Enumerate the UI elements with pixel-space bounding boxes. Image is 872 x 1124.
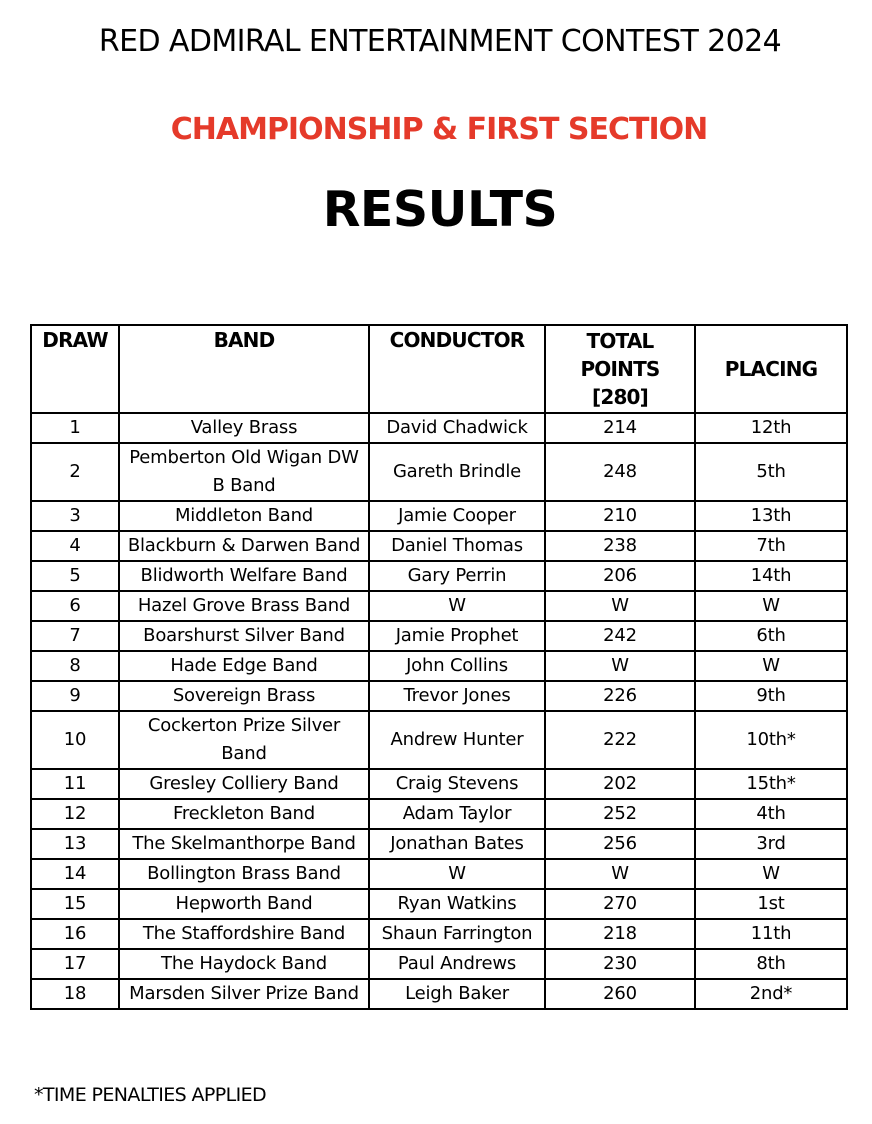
band-cell: The Skelmanthorpe Band	[119, 829, 369, 859]
placing-cell: 13th	[695, 501, 847, 531]
draw-cell: 4	[31, 531, 119, 561]
placing-cell: W	[695, 591, 847, 621]
column-header-conductor: CONDUCTOR	[369, 325, 545, 413]
conductor-cell: W	[369, 859, 545, 889]
draw-cell: 6	[31, 591, 119, 621]
band-cell: Hepworth Band	[119, 889, 369, 919]
table-row	[31, 681, 847, 711]
placing-cell: W	[695, 651, 847, 681]
draw-cell: 3	[31, 501, 119, 531]
points-cell: 270	[545, 889, 695, 919]
placing-cell: 4th	[695, 799, 847, 829]
points-cell: 214	[545, 413, 695, 443]
table-row	[31, 889, 847, 919]
placing-cell: 8th	[695, 949, 847, 979]
table-row	[31, 859, 847, 889]
placing-cell: 6th	[695, 621, 847, 651]
footnote: *TIME PENALTIES APPLIED	[34, 1084, 267, 1106]
draw-cell: 12	[31, 799, 119, 829]
column-header-placing: PLACING	[695, 325, 847, 413]
draw-cell: 16	[31, 919, 119, 949]
band-cell: Freckleton Band	[119, 799, 369, 829]
table-row	[31, 443, 847, 501]
table-row	[31, 621, 847, 651]
draw-cell: 14	[31, 859, 119, 889]
points-cell: 238	[545, 531, 695, 561]
conductor-cell: Paul Andrews	[369, 949, 545, 979]
results-table-body	[31, 413, 847, 1009]
points-cell: 256	[545, 829, 695, 859]
draw-cell: 17	[31, 949, 119, 979]
draw-cell: 7	[31, 621, 119, 651]
placing-cell: 9th	[695, 681, 847, 711]
conductor-cell: Jamie Cooper	[369, 501, 545, 531]
table-row	[31, 531, 847, 561]
table-row	[31, 711, 847, 769]
points-cell: 218	[545, 919, 695, 949]
placing-cell: W	[695, 859, 847, 889]
band-cell: Blackburn & Darwen Band	[119, 531, 369, 561]
placing-cell: 15th*	[695, 769, 847, 799]
conductor-cell: W	[369, 591, 545, 621]
table-header-row	[31, 325, 847, 413]
column-header-band: BAND	[119, 325, 369, 413]
points-cell: 206	[545, 561, 695, 591]
conductor-cell: Gareth Brindle	[369, 443, 545, 501]
section-subtitle: CHAMPIONSHIP & FIRST SECTION	[170, 112, 708, 147]
placing-cell: 14th	[695, 561, 847, 591]
band-cell: Blidworth Welfare Band	[119, 561, 369, 591]
placing-cell: 10th*	[695, 711, 847, 769]
placing-cell: 1st	[695, 889, 847, 919]
column-header-total-points: TOTAL POINTS [280]	[545, 325, 695, 413]
points-cell: 226	[545, 681, 695, 711]
band-cell: Valley Brass	[119, 413, 369, 443]
conductor-cell: Gary Perrin	[369, 561, 545, 591]
conductor-cell: Shaun Farrington	[369, 919, 545, 949]
conductor-cell: Craig Stevens	[369, 769, 545, 799]
band-cell: Hazel Grove Brass Band	[119, 591, 369, 621]
results-heading: RESULTS	[322, 181, 558, 238]
points-cell: 210	[545, 501, 695, 531]
draw-cell: 18	[31, 979, 119, 1009]
points-cell: 222	[545, 711, 695, 769]
table-row	[31, 949, 847, 979]
draw-cell: 13	[31, 829, 119, 859]
points-cell: W	[545, 591, 695, 621]
draw-cell: 2	[31, 443, 119, 501]
points-cell: W	[545, 859, 695, 889]
placing-cell: 3rd	[695, 829, 847, 859]
points-cell: 248	[545, 443, 695, 501]
column-header-draw: DRAW	[31, 325, 119, 413]
table-row	[31, 919, 847, 949]
conductor-cell: Jonathan Bates	[369, 829, 545, 859]
draw-cell: 10	[31, 711, 119, 769]
draw-cell: 5	[31, 561, 119, 591]
conductor-cell: Leigh Baker	[369, 979, 545, 1009]
placing-cell: 7th	[695, 531, 847, 561]
conductor-cell: Trevor Jones	[369, 681, 545, 711]
draw-cell: 8	[31, 651, 119, 681]
table-row	[31, 769, 847, 799]
results-table	[30, 324, 848, 1010]
placing-cell: 11th	[695, 919, 847, 949]
points-cell: 260	[545, 979, 695, 1009]
table-row	[31, 651, 847, 681]
band-cell: Hade Edge Band	[119, 651, 369, 681]
placing-cell: 5th	[695, 443, 847, 501]
points-cell: 252	[545, 799, 695, 829]
conductor-cell: Andrew Hunter	[369, 711, 545, 769]
draw-cell: 9	[31, 681, 119, 711]
placing-cell: 12th	[695, 413, 847, 443]
conductor-cell: David Chadwick	[369, 413, 545, 443]
table-row	[31, 591, 847, 621]
table-row	[31, 829, 847, 859]
table-row	[31, 979, 847, 1009]
placing-cell: 2nd*	[695, 979, 847, 1009]
band-cell: The Staffordshire Band	[119, 919, 369, 949]
band-cell: Bollington Brass Band	[119, 859, 369, 889]
band-cell: Pemberton Old Wigan DW B Band	[119, 443, 369, 501]
contest-title: RED ADMIRAL ENTERTAINMENT CONTEST 2024	[98, 24, 782, 59]
band-cell: Marsden Silver Prize Band	[119, 979, 369, 1009]
points-cell: 230	[545, 949, 695, 979]
conductor-cell: Ryan Watkins	[369, 889, 545, 919]
draw-cell: 11	[31, 769, 119, 799]
band-cell: Sovereign Brass	[119, 681, 369, 711]
table-row	[31, 413, 847, 443]
points-cell: 202	[545, 769, 695, 799]
draw-cell: 1	[31, 413, 119, 443]
band-cell: Cockerton Prize Silver Band	[119, 711, 369, 769]
conductor-cell: Daniel Thomas	[369, 531, 545, 561]
conductor-cell: Adam Taylor	[369, 799, 545, 829]
band-cell: Boarshurst Silver Band	[119, 621, 369, 651]
conductor-cell: John Collins	[369, 651, 545, 681]
band-cell: The Haydock Band	[119, 949, 369, 979]
table-row	[31, 501, 847, 531]
conductor-cell: Jamie Prophet	[369, 621, 545, 651]
points-cell: W	[545, 651, 695, 681]
band-cell: Gresley Colliery Band	[119, 769, 369, 799]
table-row	[31, 799, 847, 829]
points-cell: 242	[545, 621, 695, 651]
band-cell: Middleton Band	[119, 501, 369, 531]
table-row	[31, 561, 847, 591]
draw-cell: 15	[31, 889, 119, 919]
